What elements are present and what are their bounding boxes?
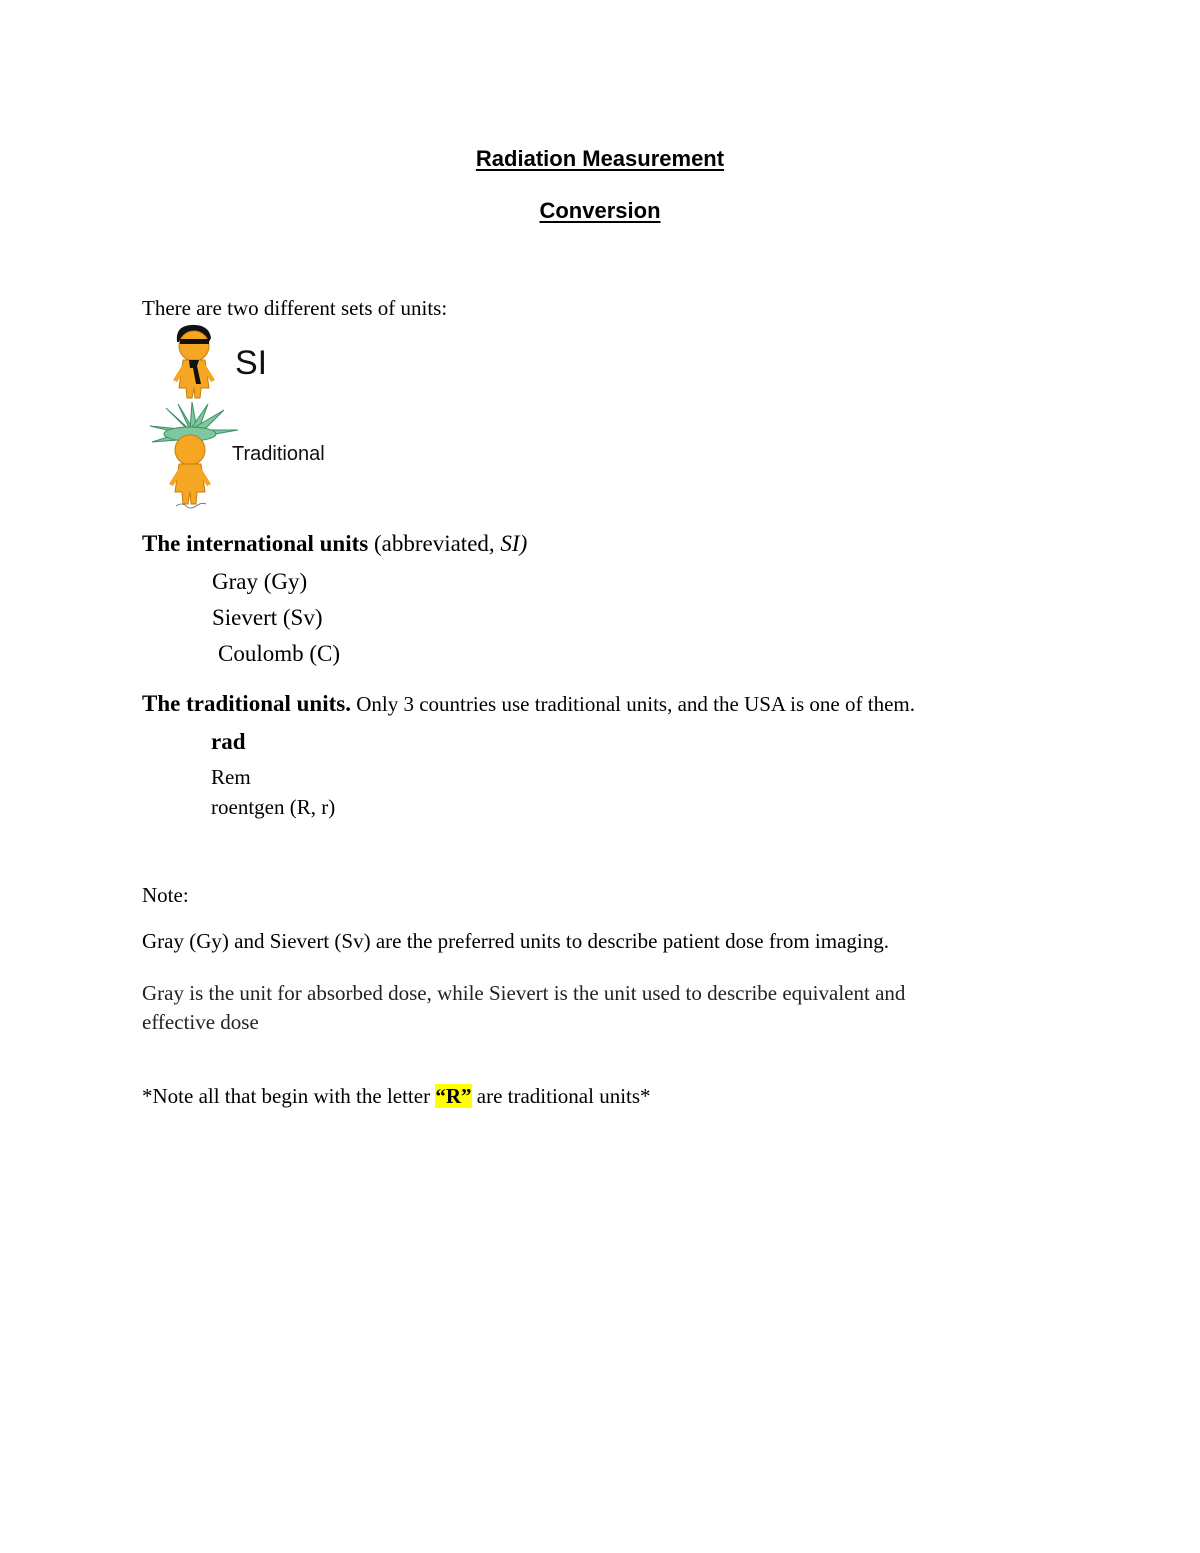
highlighted-r: “R” — [435, 1084, 472, 1108]
note-r-after: are traditional units* — [471, 1084, 651, 1108]
note-label: Note: — [142, 883, 189, 907]
si-unit-item: Coulomb (C) — [218, 641, 341, 666]
traditional-figure-illustration — [146, 402, 366, 512]
si-unit-item: Gray (Gy) — [212, 569, 308, 594]
traditional-unit-item: Rem — [211, 765, 251, 789]
si-figure-label: SI — [235, 344, 268, 382]
traditional-units-heading — [142, 691, 915, 717]
note-r-units — [142, 1084, 651, 1109]
si-unit-item: Sievert (Sv) — [212, 605, 323, 630]
note-dose-definition: Gray is the unit for absorbed dose, while Sievert is the unit used to describe equivalent and — [142, 981, 906, 1005]
international-heading-bold: The international units — [142, 531, 369, 556]
traditional-unit-item: rad — [211, 729, 246, 754]
international-units-heading — [142, 531, 527, 557]
page-title: Radiation Measurement — [475, 146, 725, 171]
international-heading-rest: (abbreviated, — [368, 531, 501, 556]
traditional-figure-label: Traditional — [232, 443, 325, 465]
page-subtitle: Conversion — [539, 198, 661, 223]
traditional-heading-bold: The traditional units. — [142, 691, 351, 716]
si-figure-illustration — [165, 322, 285, 402]
traditional-unit-item: roentgen (R, r) — [211, 795, 336, 819]
note-r-before: *Note all that begin with the letter — [142, 1084, 436, 1108]
international-heading-abbrev: SI) — [500, 531, 528, 556]
note-dose-definition-continued: effective dose — [142, 1010, 259, 1034]
note-preferred-units: Gray (Gy) and Sievert (Sv) are the preferred units to describe patient dose from imaging. — [142, 929, 889, 953]
intro-text: There are two different sets of units: — [142, 296, 448, 320]
traditional-heading-rest: Only 3 countries use traditional units, and the USA is one of them. — [350, 692, 915, 716]
